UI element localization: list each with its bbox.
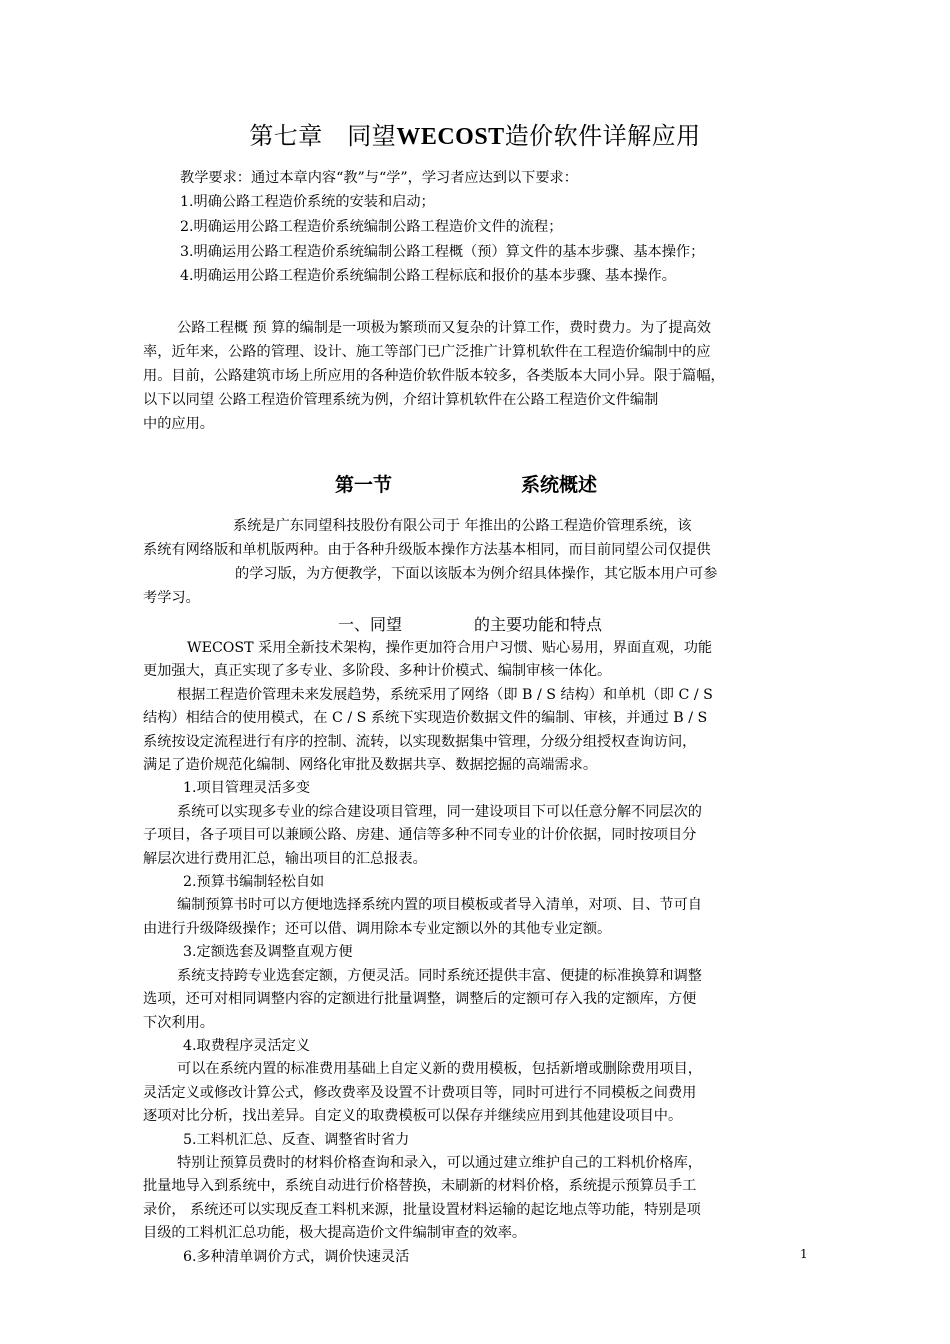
subsection-heading-right: 的主要功能和特点 [474,615,603,634]
page-number: 1 [800,1247,808,1261]
feature-heading: 6.多种清单调价方式，调价快速灵活 [183,1248,410,1265]
intro-paragraph: 公路工程概 预 算的编制是一项极为繁琐而又复杂的计算工作，费时费力。为了提高效 率，近年来，公路的管理、设计、施工等部门已广泛推广计算机软件在工程造价编制中的应 用。目前，公路建筑市场上所应用的各种造价软件版本较多，各类版本大同小异。限于篇幅， 以下以同望 公路工程造价管理系统为例，介绍计算机软件在公路工程造价文件编制 中的应用。 [143,320,725,432]
feature-heading: 2.预算书编制轻松自如 [183,874,325,891]
requirement-item: 2.明确运用公路工程造价系统编制公路工程造价文件的流程； [180,219,563,235]
overview-paragraph: 系统是广东同望科技股份有限公司于 年推出的公路工程造价管理系统，该 系统有网络版和单机版两种。由于各种升级版本操作方法基本相同，而目前同望公司仅提供 的学习版，为方便教学，下面以该版本为例介绍具体操作，其它版本用户可参 考学习。 [143,518,718,606]
feature-heading: 1.项目管理灵活多变 [183,780,311,797]
requirement-item: 4.明确运用公路工程造价系统编制公路工程标底和报价的基本步骤、基本操作。 [180,268,676,284]
requirement-item: 1.明确公路工程造价系统的安装和启动； [180,194,435,210]
feature-heading: 3.定额选套及调整直观方便 [183,944,353,961]
requirement-item: 3.明确运用公路工程造价系统编制公路工程概（预）算文件的基本步骤、基本操作； [180,244,705,260]
requirements-intro: 教学要求：通过本章内容“教”与“学”，学习者应达到以下要求： [180,170,578,186]
subsection-heading-left: 一、同望 [338,615,403,634]
feature-heading: 5.工料机汇总、反查、调整省时省力 [183,1131,410,1148]
brand-name: WECOST [396,124,505,150]
features-body: WECOST 采用全新技术架构，操作更加符合用户习惯、贴心易用，界面直观，功能 更加强大，真正实现了多专业、多阶段、多种计价模式、编制审核一体化。 根据工程造价管理未来发展趋势，系统采用了网络（即 B / S 结构）和单机（即 C / S 结构）相结合的使用模式，在 C / S 系统下实现造价数据文件的编制、审核，并通过 B / S 系统按设定流程进行有序的控制、流转，以实现数据集中管理，分级分组授权查询访问， 满足了造价规范化编制、网络化审批及数据共享、数据挖掘的高端需求。 1.项目管理灵活多变 系统可以实现多专业的综合建设项目管理，同一建设项目下可以任意分解不同层次的 子项目，各子项目可以兼顾公路、房建、通信等多种不同专业的计价依据，同时按项目分 解层次进行费用汇总，输出项目的汇总报表。 2.预算书编制轻松自如 编制预算书时可以方便地选择系统内置的项目模板或者导入清单，对项、目、节可自 由进行升级降级操作；还可以借、调用除本专业定额以外的其他专业定额。 3.定额选套及调整直观方便 系统支持跨专业选套定额，方便灵活。同时系统还提供丰富、便捷的标准换算和调整 选项，还可对相同调整内容的定额进行批量调整，调整后的定额可存入我的定额库，方便 下次利用。 4.取费程序灵活定义 可以在系统内置的标准费用基础上自定义新的费用模板，包括新增或删除费用项目， 灵活定义或修改计算公式，修改费率及设置不计费项目等，同时可进行不同模板之间费用 逐项对比分析，找出差异。自定义的取费模板可以保存并继续应用到其他建设项目中。 5.工料机汇总、反查、调整省时省力 特别让预算员费时的材料价格查询和录入，可以通过建立维护自己的工料机价格库， 批量地导入到系统中，系统自动进行价格替换，未刷新的材料价格，系统提示预算员手工 录价， 系统还可以实现反查工料机来源，批量设置材料运输的起讫地点等功能，特别是项 目级的工料机汇总功能，极大提高造价文件编制审查的效率。 6.多种清单调价方式，调价快速灵活 [143,637,808,1269]
document-page: 第七章 同望WECOST造价软件详解应用 教学要求：通过本章内容“教”与“学”，学习者应达到以下要求： 1.明确公路工程造价系统的安装和启动； 2.明确运用公路工程造价系统编制公路工程造价文件的流程； 3.明确运用公路工程造价系统编制公路工程概（预）算文件的基本步骤、基本操作； 4.明确运用公路工程造价系统编制公路工程标底和报价的基本步骤、基本操作。 公路工程概 预 算的编制是一项极为繁琐而又复杂的计算工作，费时费力。为了提高效 率，近年来，公路的管理、设计、施工等部门已广泛推广计算机软件在工程造价编制中的应 用。目前，公路建筑市场上所应用的各种造价软件版本较多，各类版本大同小异。限于篇幅， 以下以同望 公路工程造价管理系统为例，介绍计算机软件在公路工程造价文件编制 中的应用。 第一节 系统概述 系统是广东同望科技股份有限公司于 年推出的公路工程造价管理系统，该 系统有网络版和单机版两种。由于各种升级版本操作方法基本相同，而目前同望公司仅提供 的学习版，为方便教学，下面以该版本为例介绍具体操作，其它版本用户可参 考学习。 一、同望 的主要功能和特点 WECOST 采用全新技术架构，操作更加符合用户习惯、贴心易用，界面直观，功能 更加强大，真正实现了多专业、多阶段、多种计价模式、编制审核一体化。 根据工程造价管理未来发展趋势，系统采用了网络（即 B / S 结构）和单机（即 C / S 结构）相结合的使用模式，在 C / S 系统下实现造价数据文件的编制、审核，并通过 B / S 系统按设定流程进行有序的控制、流转，以实现数据集中管理，分级分组授权查询访问， 满足了造价规范化编制、网络化审批及数据共享、数据挖掘的高端需求。 1.项目管理灵活多变 系统可以实现多专业的综合建设项目管理，同一建设项目下可以任意分解不同层次的 子项目，各子项目可以兼顾公路、房建、通信等多种不同专业的计价依据，同时按项目分 解层次进行费用汇总，输出项目的汇总报表。 2.预算书编制轻松自如 编制预算书时可以方便地选择系统内置的项目模板或者导入清单，对项、目、节可自 由进行升级降级操作；还可以借、调用除本专业定额以外的其他专业定额。 3.定额选套及调整直观方便 系统支持跨专业选套定额，方便灵活。同时系统还提供丰富、便捷的标准换算和调整 选项，还可对相同调整内容的定额进行批量调整，调整后的定额可存入我的定额库，方便 下次利用。 4.取费程序灵活定义 可以在系统内置的标准费用基础上自定义新的费用模板，包括新增或删除费用项目， 灵活定义或修改计算公式，修改费率及设置不计费项目等，同时可进行不同模板之间费用 逐项对比分析，找出差异。自定义的取费模板可以保存并继续应用到其他建设项目中。 5.工料机汇总、反查、调整省时省力 特别让预算员费时的材料价格查询和录入，可以通过建立维护自己的工料机价格库， 批量地导入到系统中，系统自动进行价格替换，未刷新的材料价格，系统提示预算员手工 录价， 系统还可以实现反查工料机来源，批量设置材料运输的起讫地点等功能，特别是项 目级的工料机汇总功能，极大提高造价文件编制审查的效率。 6.多种清单调价方式，调价快速灵活 1 [0,0,950,1344]
chapter-title: 第七章 同望WECOST造价软件详解应用 [249,122,701,150]
feature-heading: 4.取费程序灵活定义 [183,1037,311,1054]
